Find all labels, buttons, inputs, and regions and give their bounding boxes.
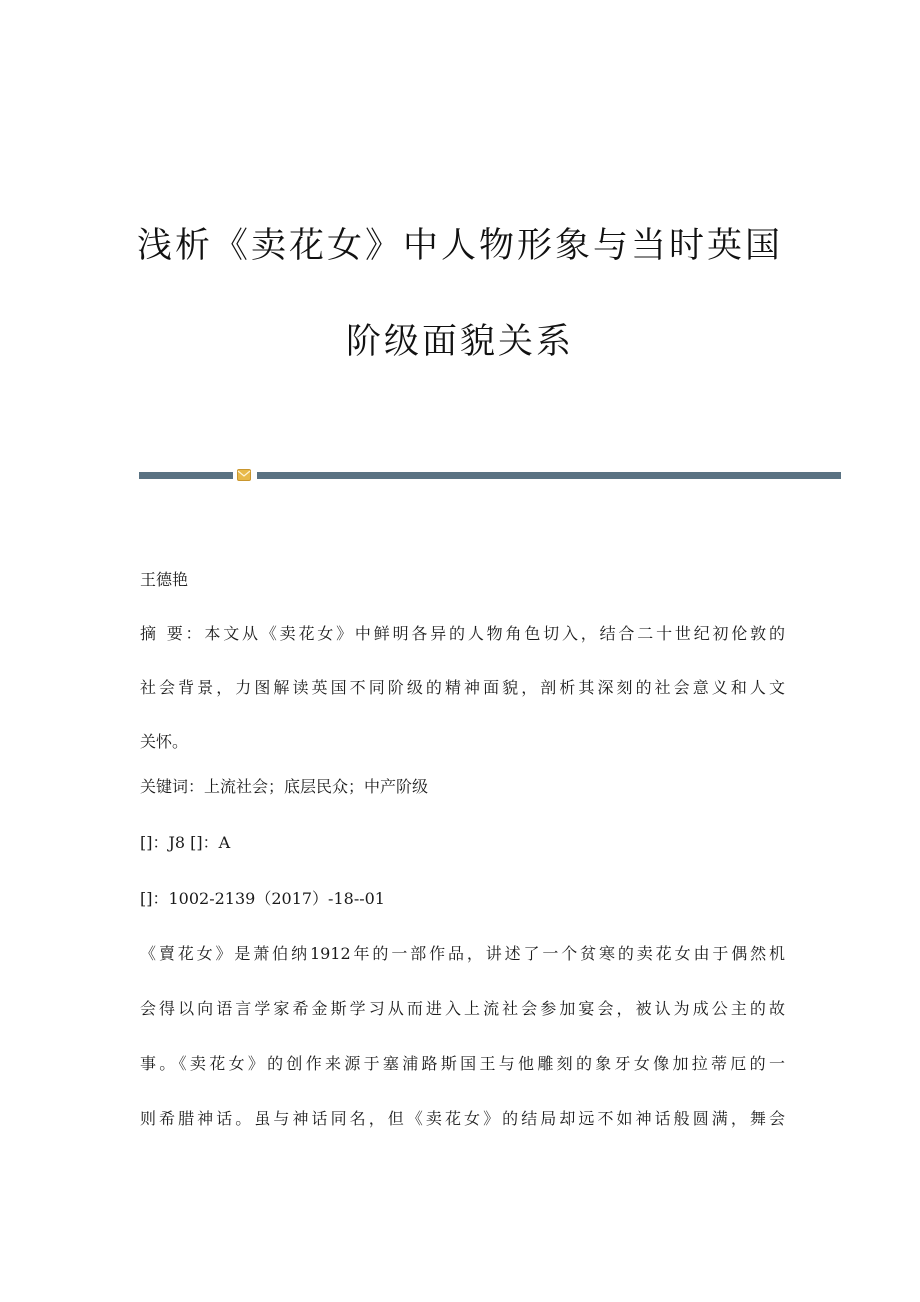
classification-codes: []：J8 []：A: [140, 833, 231, 852]
issn-info: []：1002-2139（2017）-18--01: [140, 889, 385, 908]
title-line-2: 阶级面貌关系: [345, 322, 574, 362]
author-name: 王德艳: [140, 570, 189, 589]
envelope-icon: [237, 469, 251, 481]
abstract-line: 关怀。: [140, 732, 189, 751]
divider-bar-right: [257, 472, 841, 479]
body-line: 则希腊神话。虽与神话同名，但《卖花女》的结局却远不如神话般圆满，舞会: [140, 1109, 785, 1128]
abstract-line: 社会背景，力图解读英国不同阶级的精神面貌，剖析其深刻的社会意义和人文: [140, 678, 785, 697]
body-line: 会得以向语言学家希金斯学习从而进入上流社会参加宴会，被认为成公主的故: [140, 999, 785, 1018]
keywords: 关键词：上流社会；底层民众；中产阶级: [140, 777, 429, 796]
body-paragraph: [140, 940, 785, 1160]
divider-bar-left: [139, 472, 233, 479]
body-line: 《賣花女》是萧伯纳1912年的一部作品，讲述了一个贫寒的卖花女由于偶然机: [140, 944, 785, 963]
body-line: 事。《卖花女》的创作来源于塞浦路斯国王与他雕刻的象牙女像加拉蒂厄的一: [140, 1054, 785, 1073]
abstract-line: 摘 要：本文从《卖花女》中鲜明各异的人物角色切入，结合二十世纪初伦敦的: [140, 624, 785, 643]
title-line-1: 浅析《卖花女》中人物形象与当时英国: [136, 226, 783, 266]
abstract: [140, 620, 785, 782]
title-divider: [139, 468, 841, 482]
